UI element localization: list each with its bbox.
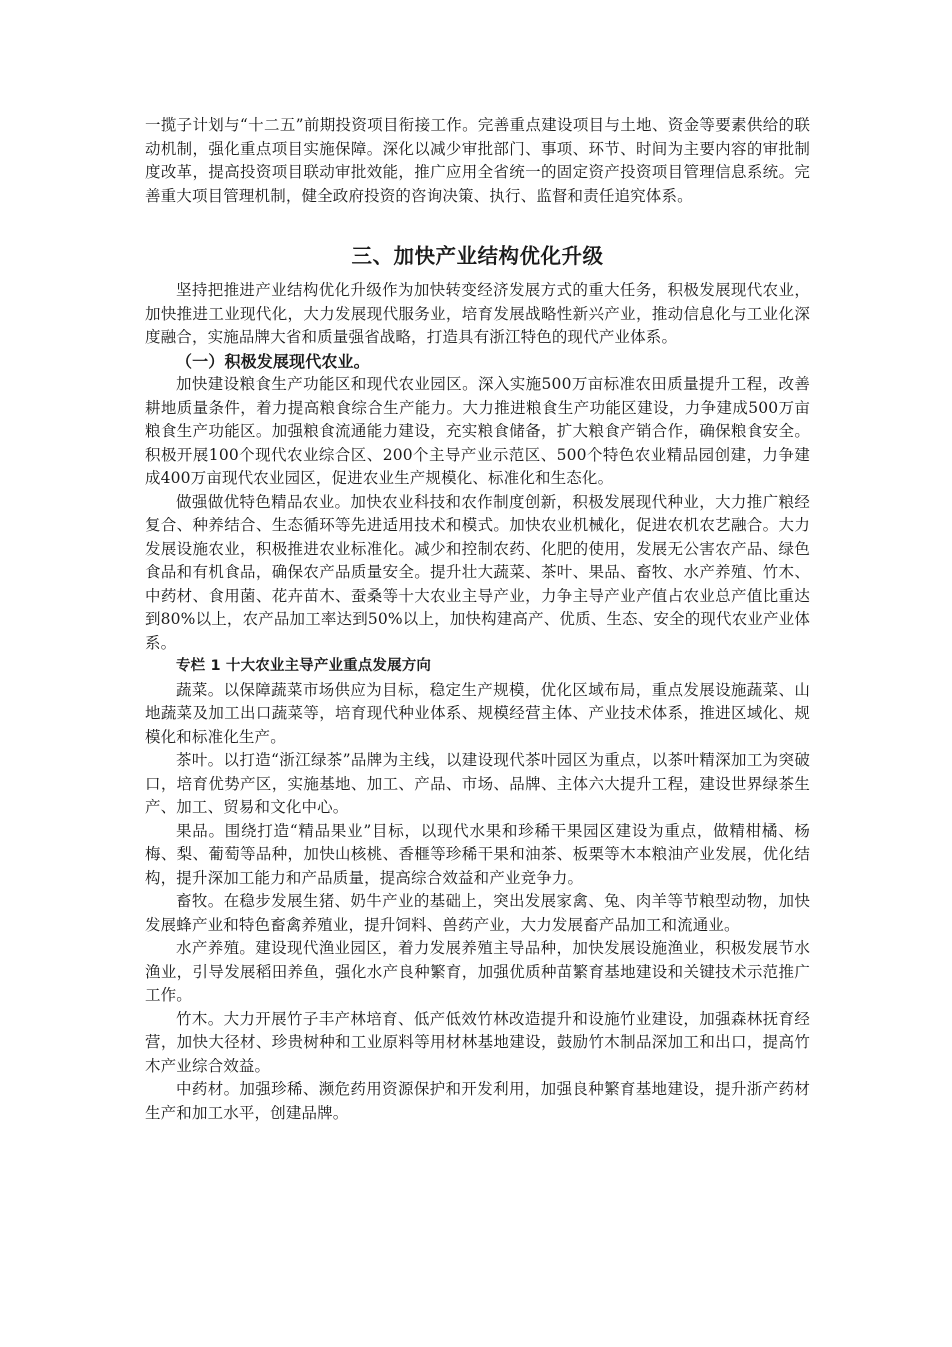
column-item-livestock: 畜牧。在稳步发展生猪、奶牛产业的基础上，突出发展家禽、兔、肉羊等节粮型动物，加快发展蜂产业和特色畜禽养殖业，提升饲料、兽药产业，大力发展畜产品加工和流通业。 — [145, 892, 810, 934]
column-item-fruit: 果品。围绕打造“精品果业”目标，以现代水果和珍稀干果园区建设为重点，做精柑橘、杨梅、梨、葡萄等品种，加快山核桃、香榧等珍稀干果和油茶、板栗等木本粮油产业发展，优化结构，提升深加工能力和产品质量，提高综合效益和产业竞争力。 — [145, 821, 810, 887]
body-paragraph: 做强做优特色精品农业。加快农业科技和农作制度创新，积极发展现代种业，大力推广粮经复合、种养结合、生态循环等先进适用技术和模式。加快农业机械化，促进农机农艺融合。大力发展设施农业，积极推进农业标准化。减少和控制农药、化肥的使用，发展无公害农产品、绿色食品和有机食品，确保农产品质量安全。提升壮大蔬菜、茶叶、果品、畜牧、水产养殖、竹木、中药材、食用菌、花卉苗木、蚕桑等十大农业主导产业，力争主导产业产值占农业总产值比重达到80%以上，农产品加工率达到50%以上，加快构建高产、优质、生态、安全的现代农业产业体系。 — [145, 492, 810, 652]
column-item-herbal-medicine: 中药材。加强珍稀、濒危药用资源保护和开发利用，加强良种繁育基地建设，提升浙产药材生产和加工水平，创建品牌。 — [145, 1080, 810, 1122]
body-paragraph: 加快建设粮食生产功能区和现代农业园区。深入实施500万亩标准农田质量提升工程，改善耕地质量条件，着力提高粮食综合生产能力。大力推进粮食生产功能区建设，力争建成500万亩粮食生产功能区。加强粮食流通能力建设，充实粮食储备，扩大粮食产销合作，确保粮食安全。积极开展100个现代农业综合区、200个主导产业示范区、500个特色农业精品园创建，力争建成400万亩现代农业园区，促进农业生产规模化、标准化和生态化。 — [145, 375, 810, 487]
column-item-vegetables: 蔬菜。以保障蔬菜市场供应为目标，稳定生产规模，优化区域布局，重点发展设施蔬菜、山地蔬菜及加工出口蔬菜等，培育现代种业体系、规模经营主体、产业技术体系，推进区域化、规模化和标准化生产。 — [145, 680, 810, 746]
column-heading: 专栏 1 十大农业主导产业重点发展方向 — [176, 658, 432, 674]
section-title: 三、加快产业结构优化升级 — [351, 244, 604, 268]
subsection-heading: （一）积极发展现代农业。 — [176, 351, 370, 371]
section-intro-paragraph: 坚持把推进产业结构优化升级作为加快转变经济发展方式的重大任务，积极发展现代农业，加快推进工业现代化，大力发展现代服务业，培育发展战略性新兴产业，推动信息化与工业化深度融合，实施品牌大省和质量强省战略，打造具有浙江特色的现代产业体系。 — [145, 281, 810, 346]
column-item-bamboo-timber: 竹木。大力开展竹子丰产林培育、低产低效竹林改造提升和设施竹业建设，加强森林抚育经营，加快大径材、珍贵树种和工业原料等用材林基地建设，鼓励竹木制品深加工和出口，提高竹木产业综合效益。 — [145, 1009, 810, 1075]
column-item-tea: 茶叶。以打造“浙江绿茶”品牌为主线，以建设现代茶叶园区为重点，以茶叶精深加工为突破口，培育优势产区，实施基地、加工、产品、市场、品牌、主体六大提升工程，建设世界绿茶生产、加工、贸易和文化中心。 — [145, 751, 810, 816]
column-item-aquaculture: 水产养殖。建设现代渔业园区，着力发展养殖主导品种，加快发展设施渔业，积极发展节水渔业，引导发展稻田养鱼，强化水产良种繁育，加强优质种苗繁育基地建设和关键技术示范推广工作。 — [145, 939, 810, 1004]
intro-paragraph: 一揽子计划与“十二五”前期投资项目衔接工作。完善重点建设项目与土地、资金等要素供给的联动机制，强化重点项目实施保障。深化以减少审批部门、事项、环节、时间为主要内容的审批制度改革，提高投资项目联动审批效能，推广应用全省统一的固定资产投资项目管理信息系统。完善重大项目管理机制，健全政府投资的咨询决策、执行、监督和责任追究体系。 — [145, 116, 810, 205]
document-body — [145, 114, 810, 1125]
